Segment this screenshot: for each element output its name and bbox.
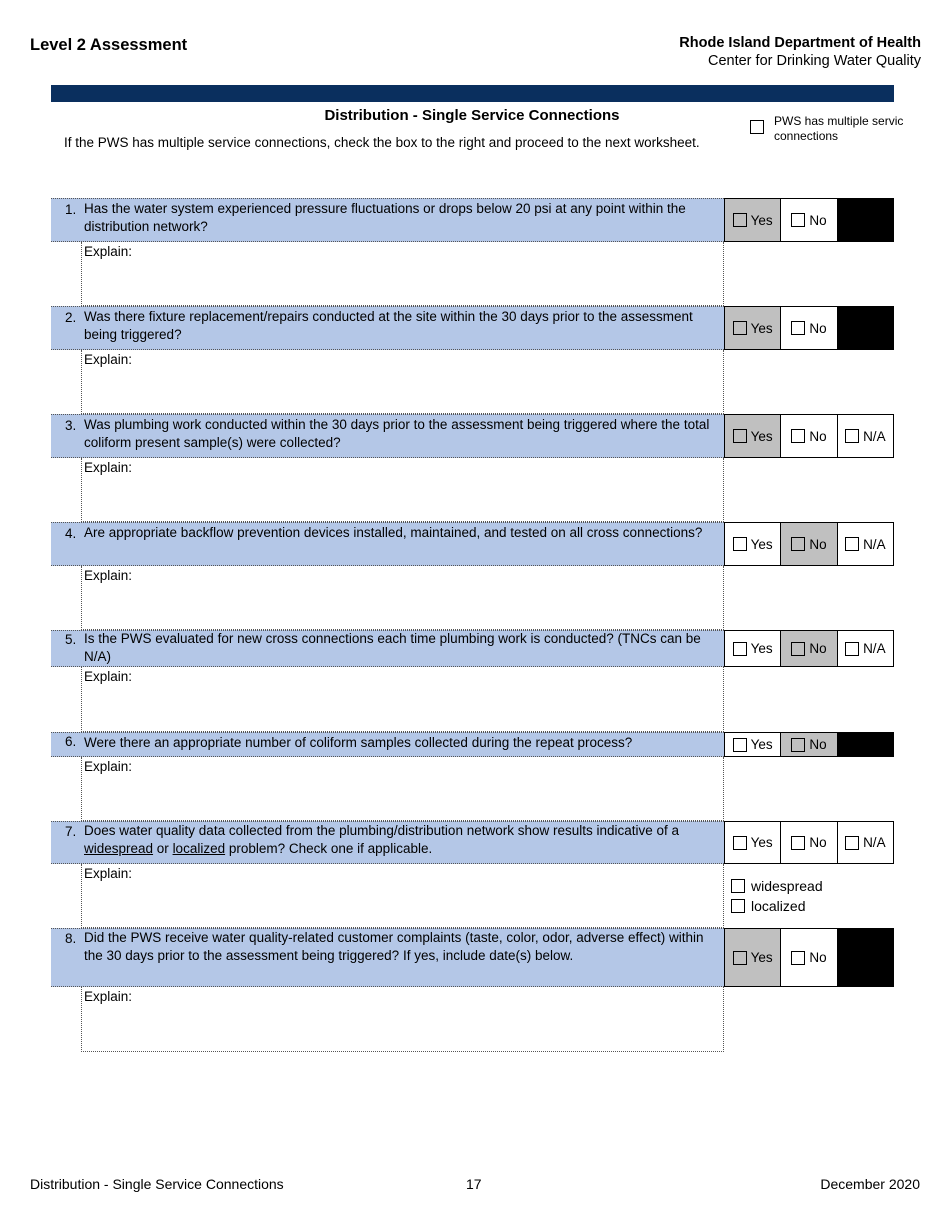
option-no[interactable] [781,929,837,986]
option-no[interactable] [781,199,837,241]
checkbox[interactable] [791,537,805,551]
problem-type-options [731,876,823,916]
multiple-connections-label: PWS has multiple servic connections [774,114,904,143]
checkbox[interactable] [791,951,805,965]
checkbox[interactable] [733,951,747,965]
option-na-blocked [838,307,893,349]
option-label: N/A [863,536,886,552]
option-label: Yes [750,641,773,656]
option-label: Yes [750,428,773,444]
option-label: No [809,428,827,444]
checkbox[interactable] [845,836,859,850]
option-na-blocked [838,929,893,986]
checkbox[interactable] [791,642,805,656]
option-yes[interactable] [725,929,781,986]
option-localized[interactable] [731,896,823,916]
explain-label: Explain: [84,759,133,774]
question-row-2 [51,306,724,350]
footer-page-number: 17 [466,1176,482,1192]
question-text: Has the water system experienced pressure fluctuations or drops below 20 psi at any point within the distribution network? [84,201,686,234]
option-no[interactable] [781,523,837,565]
explain-field-5[interactable] [81,667,724,732]
answer-options-1 [724,198,894,242]
checkbox[interactable] [791,429,805,443]
question-number: 2. [65,310,77,325]
answer-options-4 [724,522,894,566]
question-number: 3. [65,418,77,433]
section-title: Distribution - Single Service Connections [324,107,620,124]
option-label: No [809,950,827,965]
option-na[interactable] [838,523,893,565]
question-number: 4. [65,526,77,541]
question-number: 6. [65,734,77,749]
option-label: Yes [750,212,773,228]
explain-label: Explain: [84,866,133,881]
explain-label: Explain: [84,244,133,259]
checkbox[interactable] [731,899,745,913]
footer-date: December 2020 [820,1176,920,1192]
explain-label: Explain: [84,568,133,583]
checkbox[interactable] [733,642,747,656]
explain-label: Explain: [84,989,133,1004]
answer-options-2 [724,306,894,350]
option-na[interactable] [838,415,893,457]
checkbox[interactable] [845,537,859,551]
option-no[interactable] [781,822,837,863]
question-row-5 [51,630,724,667]
option-yes[interactable] [725,733,781,756]
option-no[interactable] [781,415,837,457]
option-yes[interactable] [725,307,781,349]
option-label: No [809,536,827,552]
explain-label: Explain: [84,352,133,367]
question-number: 5. [65,632,77,647]
question-number: 7. [65,824,77,839]
option-label: Yes [750,536,773,552]
explain-field-7[interactable] [81,864,724,928]
question-text: Was plumbing work conducted within the 30 days prior to the assessment being triggered where the total coliform present sample(s) were collected? [84,417,710,450]
option-na[interactable] [838,822,893,863]
question-number: 1. [65,202,77,217]
footer-section-name: Distribution - Single Service Connections [30,1176,284,1192]
multiple-connections-checkbox[interactable] [750,120,764,134]
option-label: No [809,835,827,850]
question-row-1 [51,198,724,242]
checkbox[interactable] [733,321,747,335]
option-no[interactable] [781,631,837,666]
option-na-blocked [838,733,893,756]
option-yes[interactable] [725,199,781,241]
header-divider-bar [51,85,894,102]
org-center: Center for Drinking Water Quality [707,53,921,69]
option-label: N/A [863,835,886,850]
explain-label: Explain: [84,460,133,475]
question-text: Were there an appropriate number of coliform samples collected during the repeat process? [84,735,633,750]
explain-field-2[interactable] [81,350,724,414]
question-text: Was there fixture replacement/repairs conducted at the site within the 30 days prior to the assessment being triggered? [84,309,693,342]
question-row-3 [51,414,724,458]
option-label: No [809,641,827,656]
option-na-blocked [838,199,893,241]
checkbox[interactable] [733,213,747,227]
option-label: widespread [751,878,823,894]
option-na[interactable] [838,631,893,666]
question-text: Is the PWS evaluated for new cross connections each time plumbing work is conducted? (TNCs can be N/A) [84,631,701,664]
option-label: No [809,737,827,752]
checkbox[interactable] [733,738,747,752]
answer-options-3 [724,414,894,458]
explain-field-8[interactable] [81,987,724,1052]
explain-field-1[interactable] [81,242,724,306]
question-text: Did the PWS receive water quality-related customer complaints (taste, color, odor, adverse effect) within the 30 days prior to the assessment being triggered? If yes, include date(s) below. [84,930,704,963]
explain-field-4[interactable] [81,566,724,630]
option-yes[interactable] [725,523,781,565]
option-label: Yes [750,737,773,752]
option-yes[interactable] [725,415,781,457]
question-text: Does water quality data collected from the plumbing/distribution network show results indicative of a widespread or localized problem? Check one if applicable. [84,823,680,856]
checkbox[interactable] [733,429,747,443]
answer-options-8 [724,928,894,987]
checkbox[interactable] [845,429,859,443]
checkbox[interactable] [731,879,745,893]
answer-options-5 [724,630,894,667]
answer-options-7 [724,821,894,864]
question-text: Are appropriate backflow prevention devices installed, maintained, and tested on all cross connections? [84,525,703,540]
document-title: Level 2 Assessment [30,36,188,54]
explain-field-3[interactable] [81,458,724,522]
question-row-7 [51,821,724,864]
checkbox[interactable] [733,537,747,551]
checkbox[interactable] [791,213,805,227]
explain-label: Explain: [84,669,133,684]
org-name: Rhode Island Department of Health [679,35,921,51]
explain-field-6[interactable] [81,757,724,821]
option-no[interactable] [781,307,837,349]
option-widespread[interactable] [731,876,823,896]
checkbox[interactable] [791,321,805,335]
option-no[interactable] [781,733,837,756]
option-yes[interactable] [725,631,781,666]
checkbox[interactable] [791,738,805,752]
checkbox[interactable] [733,836,747,850]
question-number: 8. [65,931,77,946]
header-org-block [679,34,921,70]
question-row-4 [51,522,724,566]
checkbox[interactable] [791,836,805,850]
option-label: Yes [750,835,773,850]
question-row-6 [51,732,724,757]
checkbox[interactable] [845,642,859,656]
option-label: N/A [863,428,886,444]
option-label: Yes [750,950,773,965]
option-label: localized [751,898,806,914]
answer-options-6 [724,732,894,757]
question-row-8 [51,928,724,987]
option-yes[interactable] [725,822,781,863]
option-label: No [809,320,827,336]
option-label: Yes [750,320,773,336]
section-intro: If the PWS has multiple service connections, check the box to the right and proceed to the next worksheet. [64,135,700,150]
option-label: No [809,212,827,228]
option-label: N/A [863,641,886,656]
